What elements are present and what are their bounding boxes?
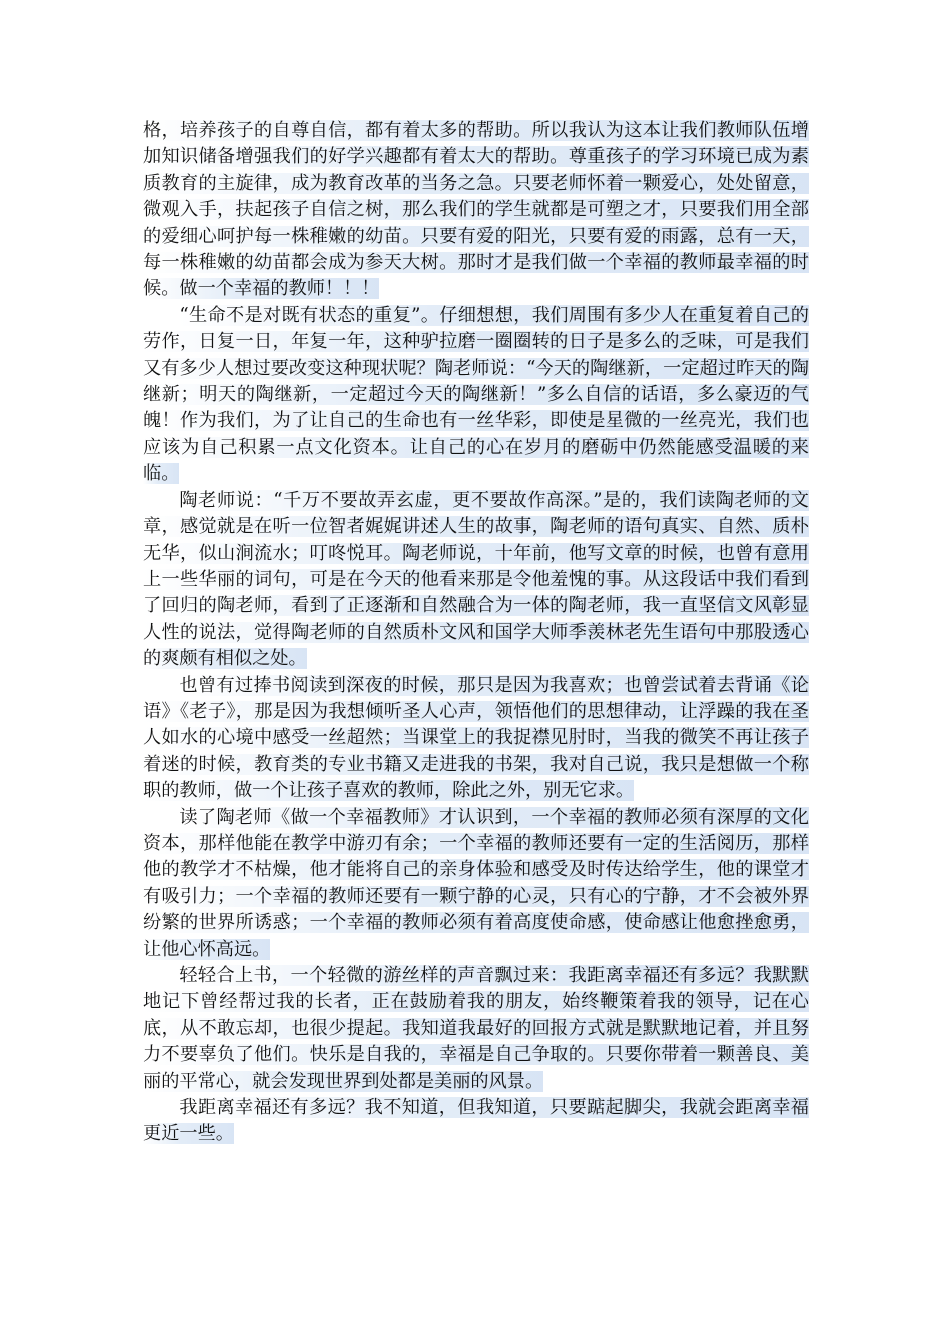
paragraph-1-text: 格，培养孩子的自尊自信，都有着太多的帮助。所以我认为这本让我们教师队伍增加知识储备增强我们的好学兴趣都有着太大的帮助。尊重孩子的学习环境已成为素质教育的主旋律，成为教育改革的当务之急。只要老师怀着一颗爱心，处处留意，微观入手，扶起孩子自信之树，那么我们的学生就都是可塑之才，只要我们用全部的爱细心呵护每一株稚嫩的幼苗。只要有爱的阳光，只要有爱的雨露，总有一天，每一株稚嫩的幼苗都会成为参天大树。那时才是我们做一个幸福的教师最幸福的时候。做一个幸福的教师！！！ xyxy=(143,120,809,300)
paragraph-5 xyxy=(143,805,809,963)
paragraph-2-text: “生命不是对既有状态的重复”。仔细想想，我们周围有多少人在重复着自己的劳作，日复一日，年复一年，这种驴拉磨一圈圈转的日子是多么的乏味，可是我们又有多少人想过要改变这种现状呢？陶老师说：“今天的陶继新，一定超过昨天的陶继新；明天的陶继新，一定超过今天的陶继新！”多么自信的话语，多么豪迈的气魄！作为我们，为了让自己的生命也有一丝华彩，即使是星微的一丝亮光，我们也应该为自己积累一点文化资本。让自己的心在岁月的磨砺中仍然能感受温暖的来临。 xyxy=(143,304,809,485)
paragraph-3-text: 陶老师说：“千万不要故弄玄虚，更不要故作高深。”是的，我们读陶老师的文章，感觉就是在听一位智者娓娓讲述人生的故事，陶老师的语句真实、自然、质朴无华，似山涧流水；叮咚悦耳。陶老师说，十年前，他写文章的时候，也曾有意用上一些华丽的词句，可是在今天的他看来那是令他羞愧的事。从这段话中我们看到了回归的陶老师，看到了正逐渐和自然融合为一体的陶老师，我一直坚信文风彰显人性的说法，觉得陶老师的自然质朴文风和国学大师季羡林老先生语句中那股透心的爽颇有相似之处。 xyxy=(143,489,809,670)
paragraph-3 xyxy=(143,488,809,673)
paragraph-4-text: 也曾有过捧书阅读到深夜的时候，那只是因为我喜欢；也曾尝试着去背诵《论语》《老子》，那是因为我想倾听圣人心声，领悟他们的思想律动，让浮躁的我在圣人如水的心境中感受一丝超然；当课堂上的我捉襟见肘时，当我的微笑不再让孩子着迷的时候，教育类的专业书籍又走进我的书架，我对自己说，我只是想做一个称职的教师，做一个让孩子喜欢的教师，除此之外，别无它求。 xyxy=(143,674,809,802)
paragraph-6-text: 轻轻合上书，一个轻微的游丝样的声音飘过来：我距离幸福还有多远？我默默地记下曾经帮过我的长者，正在鼓励着我的朋友，始终鞭策着我的领导，记在心底，从不敢忘却，也很少提起。我知道我最好的回报方式就是默默地记着，并且努力不要辜负了他们。快乐是自我的，幸福是自己争取的。只要你带着一颗善良、美丽的平常心，就会发现世界到处都是美丽的风景。 xyxy=(143,965,809,1092)
paragraph-6 xyxy=(143,963,809,1095)
paragraph-1 xyxy=(143,118,809,303)
paragraph-2 xyxy=(143,303,809,488)
document-body xyxy=(143,118,809,1148)
paragraph-7-text: 我距离幸福还有多远？我不知道，但我知道，只要踮起脚尖，我就会距离幸福更近一些。 xyxy=(143,1097,809,1145)
paragraph-4 xyxy=(143,673,809,805)
paragraph-5-text: 读了陶老师《做一个幸福教师》才认识到，一个幸福的教师必须有深厚的文化资本，那样他能在教学中游刃有余；一个幸福的教师还要有一定的生活阅历，那样他的教学才不枯燥，他才能将自己的亲身体验和感受及时传达给学生，他的课堂才有吸引力；一个幸福的教师还要有一颗宁静的心灵，只有心的宁静，才不会被外界纷繁的世界所诱惑；一个幸福的教师必须有着高度使命感，使命感让他愈挫愈勇，让他心怀高远。 xyxy=(143,806,809,960)
paragraph-7 xyxy=(143,1095,809,1148)
